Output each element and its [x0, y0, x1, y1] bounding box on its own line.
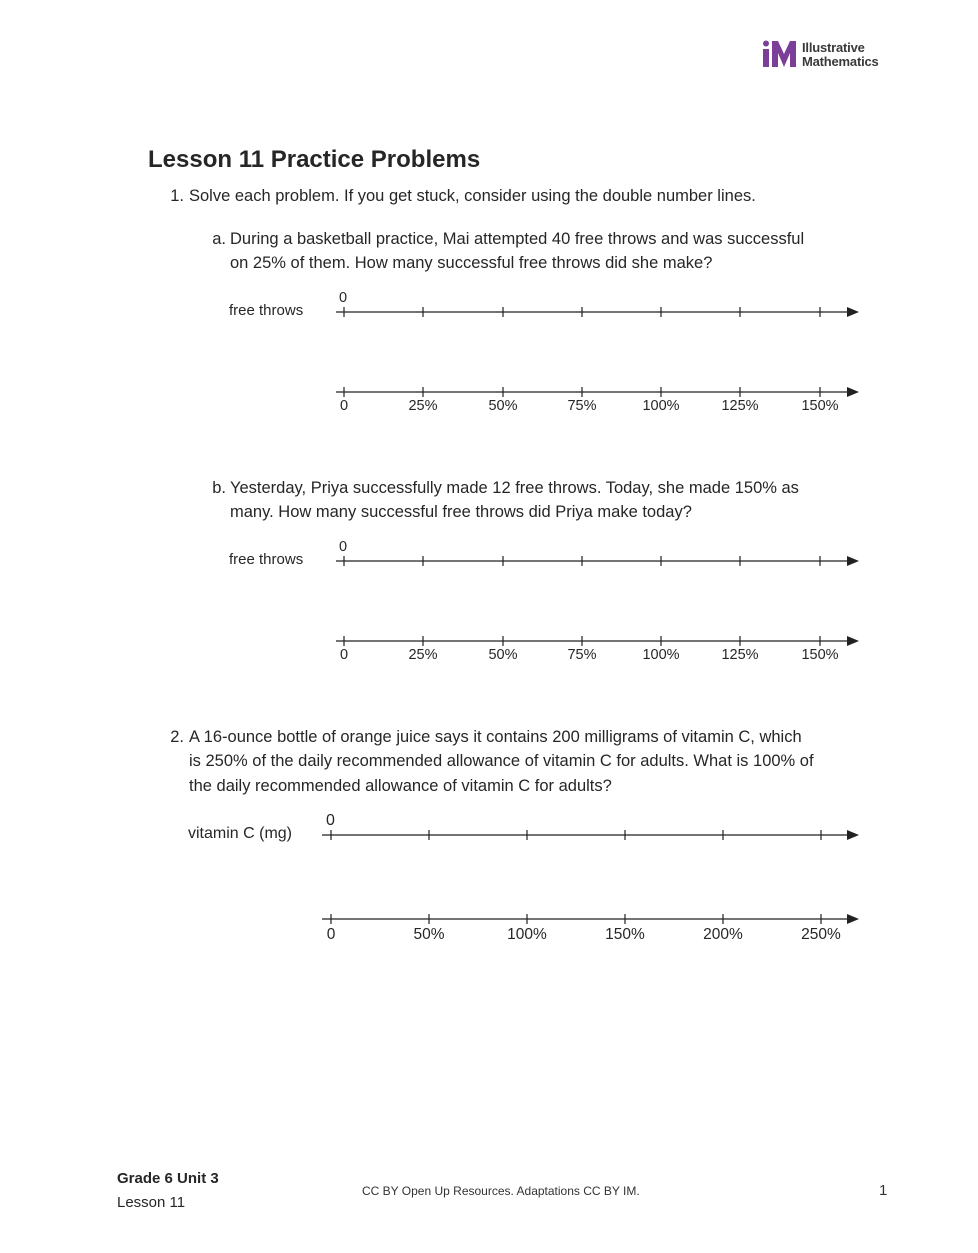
- tick-label: 50%: [488, 647, 518, 663]
- problem-2-line-1: A 16-ounce bottle of orange juice says it contains 200 milligrams of vitamin C, which: [189, 728, 802, 746]
- tick-label: 100%: [642, 647, 680, 663]
- part-a-top-zero: 0: [339, 290, 348, 306]
- tick-label: 100%: [642, 398, 680, 414]
- logo-line-1: Illustrative: [802, 40, 865, 55]
- problem-2-line-3: the daily recommended allowance of vitamin C for adults?: [189, 777, 612, 795]
- problem-2-top-zero: 0: [326, 812, 335, 829]
- part-b-top-zero: 0: [339, 539, 348, 555]
- footer-lesson: Lesson 11: [117, 1194, 186, 1211]
- logo-line-2: Mathematics: [802, 54, 879, 69]
- arrow-right-icon: [847, 830, 859, 840]
- footer-license: CC BY Open Up Resources. Adaptations CC BY IM.: [362, 1184, 640, 1198]
- problem-2-line-2: is 250% of the daily recommended allowance of vitamin C for adults. What is 100% of: [189, 752, 814, 770]
- part-b-line-2: many. How many successful free throws did Priya make today?: [230, 503, 692, 521]
- part-b-top-line-label: free throws: [229, 551, 304, 568]
- part-b-letter: b.: [212, 479, 226, 497]
- page-title: Lesson 11 Practice Problems: [148, 146, 481, 173]
- tick-label: 75%: [567, 398, 597, 414]
- problem-1-prompt: Solve each problem. If you get stuck, consider using the double number lines.: [189, 187, 756, 205]
- tick-label: 150%: [801, 647, 839, 663]
- tick-label: 250%: [801, 926, 841, 943]
- tick-label: 0: [339, 647, 349, 663]
- tick-label: 200%: [703, 926, 743, 943]
- part-a-top-line-label: free throws: [229, 302, 304, 319]
- tick-label: 150%: [605, 926, 645, 943]
- problem-1-number: 1.: [170, 187, 184, 205]
- tick-label: 125%: [721, 647, 759, 663]
- problem-2-top-line-label: vitamin C (mg): [188, 825, 293, 842]
- tick-label: 25%: [408, 398, 438, 414]
- problem-2-number: 2.: [170, 728, 184, 746]
- part-a-line-1: During a basketball practice, Mai attempted 40 free throws and was successful: [230, 230, 805, 248]
- tick-label: 25%: [408, 647, 438, 663]
- tick-label: 50%: [413, 926, 445, 943]
- tick-label: 75%: [567, 647, 597, 663]
- tick-label: 100%: [507, 926, 547, 943]
- problem-2-bottom-number-line: [322, 914, 859, 924]
- tick-label: 125%: [721, 398, 759, 414]
- part-a-line-2: on 25% of them. How many successful free throws did she make?: [230, 254, 713, 272]
- part-a-letter: a.: [212, 230, 226, 248]
- tick-label: 50%: [488, 398, 518, 414]
- tick-label: 150%: [801, 398, 839, 414]
- tick-label: 0: [339, 398, 349, 414]
- footer-grade: Grade 6 Unit 3: [117, 1170, 219, 1187]
- part-b-line-1: Yesterday, Priya successfully made 12 free throws. Today, she made 150% as: [230, 479, 799, 497]
- arrow-right-icon: [847, 914, 859, 924]
- problem-2-top-number-line: [322, 830, 859, 840]
- tick-label: 0: [326, 926, 336, 943]
- page-number: 1: [879, 1182, 888, 1199]
